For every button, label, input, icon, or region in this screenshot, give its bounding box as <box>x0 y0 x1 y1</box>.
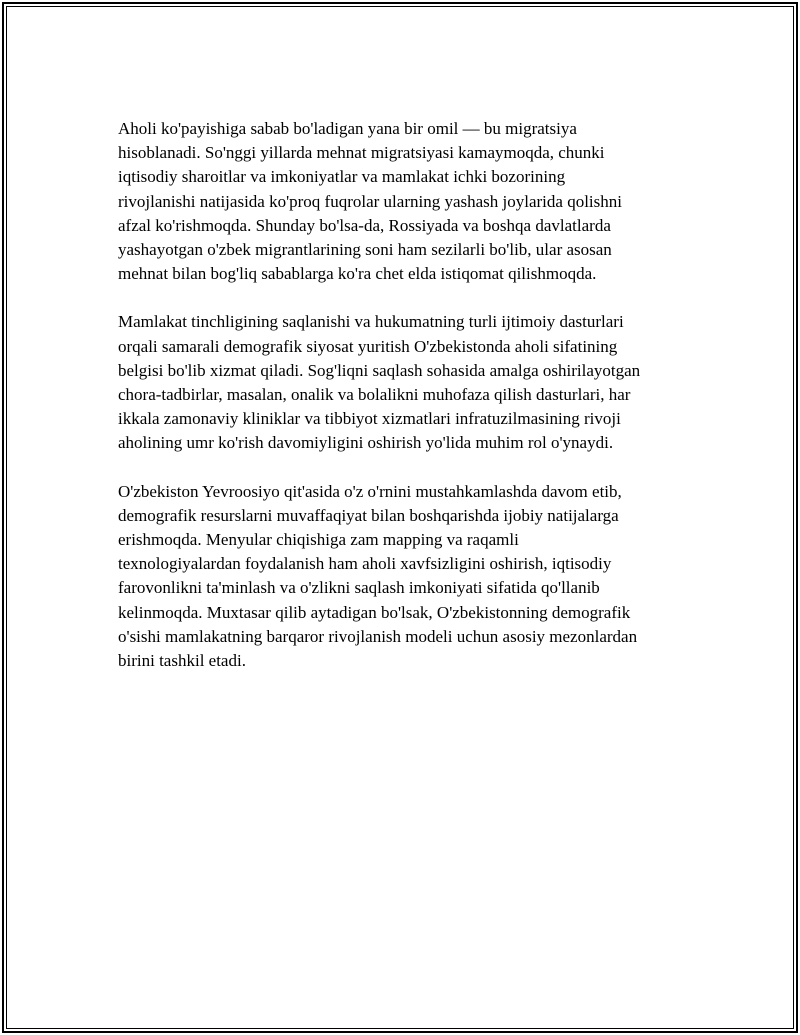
paragraph-demographic-policy: Mamlakat tinchligining saqlanishi va hukumatning turli ijtimoiy dasturlari orqali samarali demografik siyosat yuritish O'zbekistonda aholi sifatining belgisi bo'lib xizmat qiladi. Sog'liqni saqlash sohasida amalga oshirilayotgan chora-tadbirlar, masalan, onalik va bolalikni muhofaza qilish dasturlari, har ikkala zamonaviy kliniklar va tibbiyot xizmatlari infratuzilmasining rivoji aholining umr ko'rish davomiyligini oshirish yo'lida muhim rol o'ynaydi. <box>118 312 641 453</box>
document-body <box>118 117 698 697</box>
paragraph-conclusion: O'zbekiston Yevroosiyo qit'asida o'z o'rnini mustahkamlashda davom etib, demografik resurslarni muvaffaqiyat bilan boshqarishda ijobiy natijalarga erishmoqda. Menyular chiqishiga zam mapping va raqamli texnologiyalardan foydalanish ham aholi xavfsizligini oshirish, iqtisodiy farovonlikni ta'minlash va o'zlikni saqlash imkoniyati sifatida qo'llanib kelinmoqda. Muxtasar qilib aytadigan bo'lsak, O'zbekistonning demografik o'sishi mamlakatning barqaror rivojlanish modeli uchun asosiy mezonlardan birini tashkil etadi. <box>118 481 638 671</box>
paragraph-migration: Aholi ko'payishiga sabab bo'ladigan yana bir omil — bu migratsiya hisoblanadi. So'nggi yillarda mehnat migratsiyasi kamaymoqda, chunki iqtisodiy sharoitlar va imkoniyatlar va mamlakat ichki bozorining rivojlanishi natijasida ko'proq fuqrolar ularning yashash joylarida qolishni afzal ko'rishmoqda. Shunday bo'lsa-da, Rossiyada va boshqa davlatlarda yashayotgan o'zbek migrantlarining soni ham sezilarli bo'lib, ular asosan mehnat bilan bog'liq sabablarga ko'ra chet elda istiqomat qilishmoqda. <box>118 119 622 284</box>
